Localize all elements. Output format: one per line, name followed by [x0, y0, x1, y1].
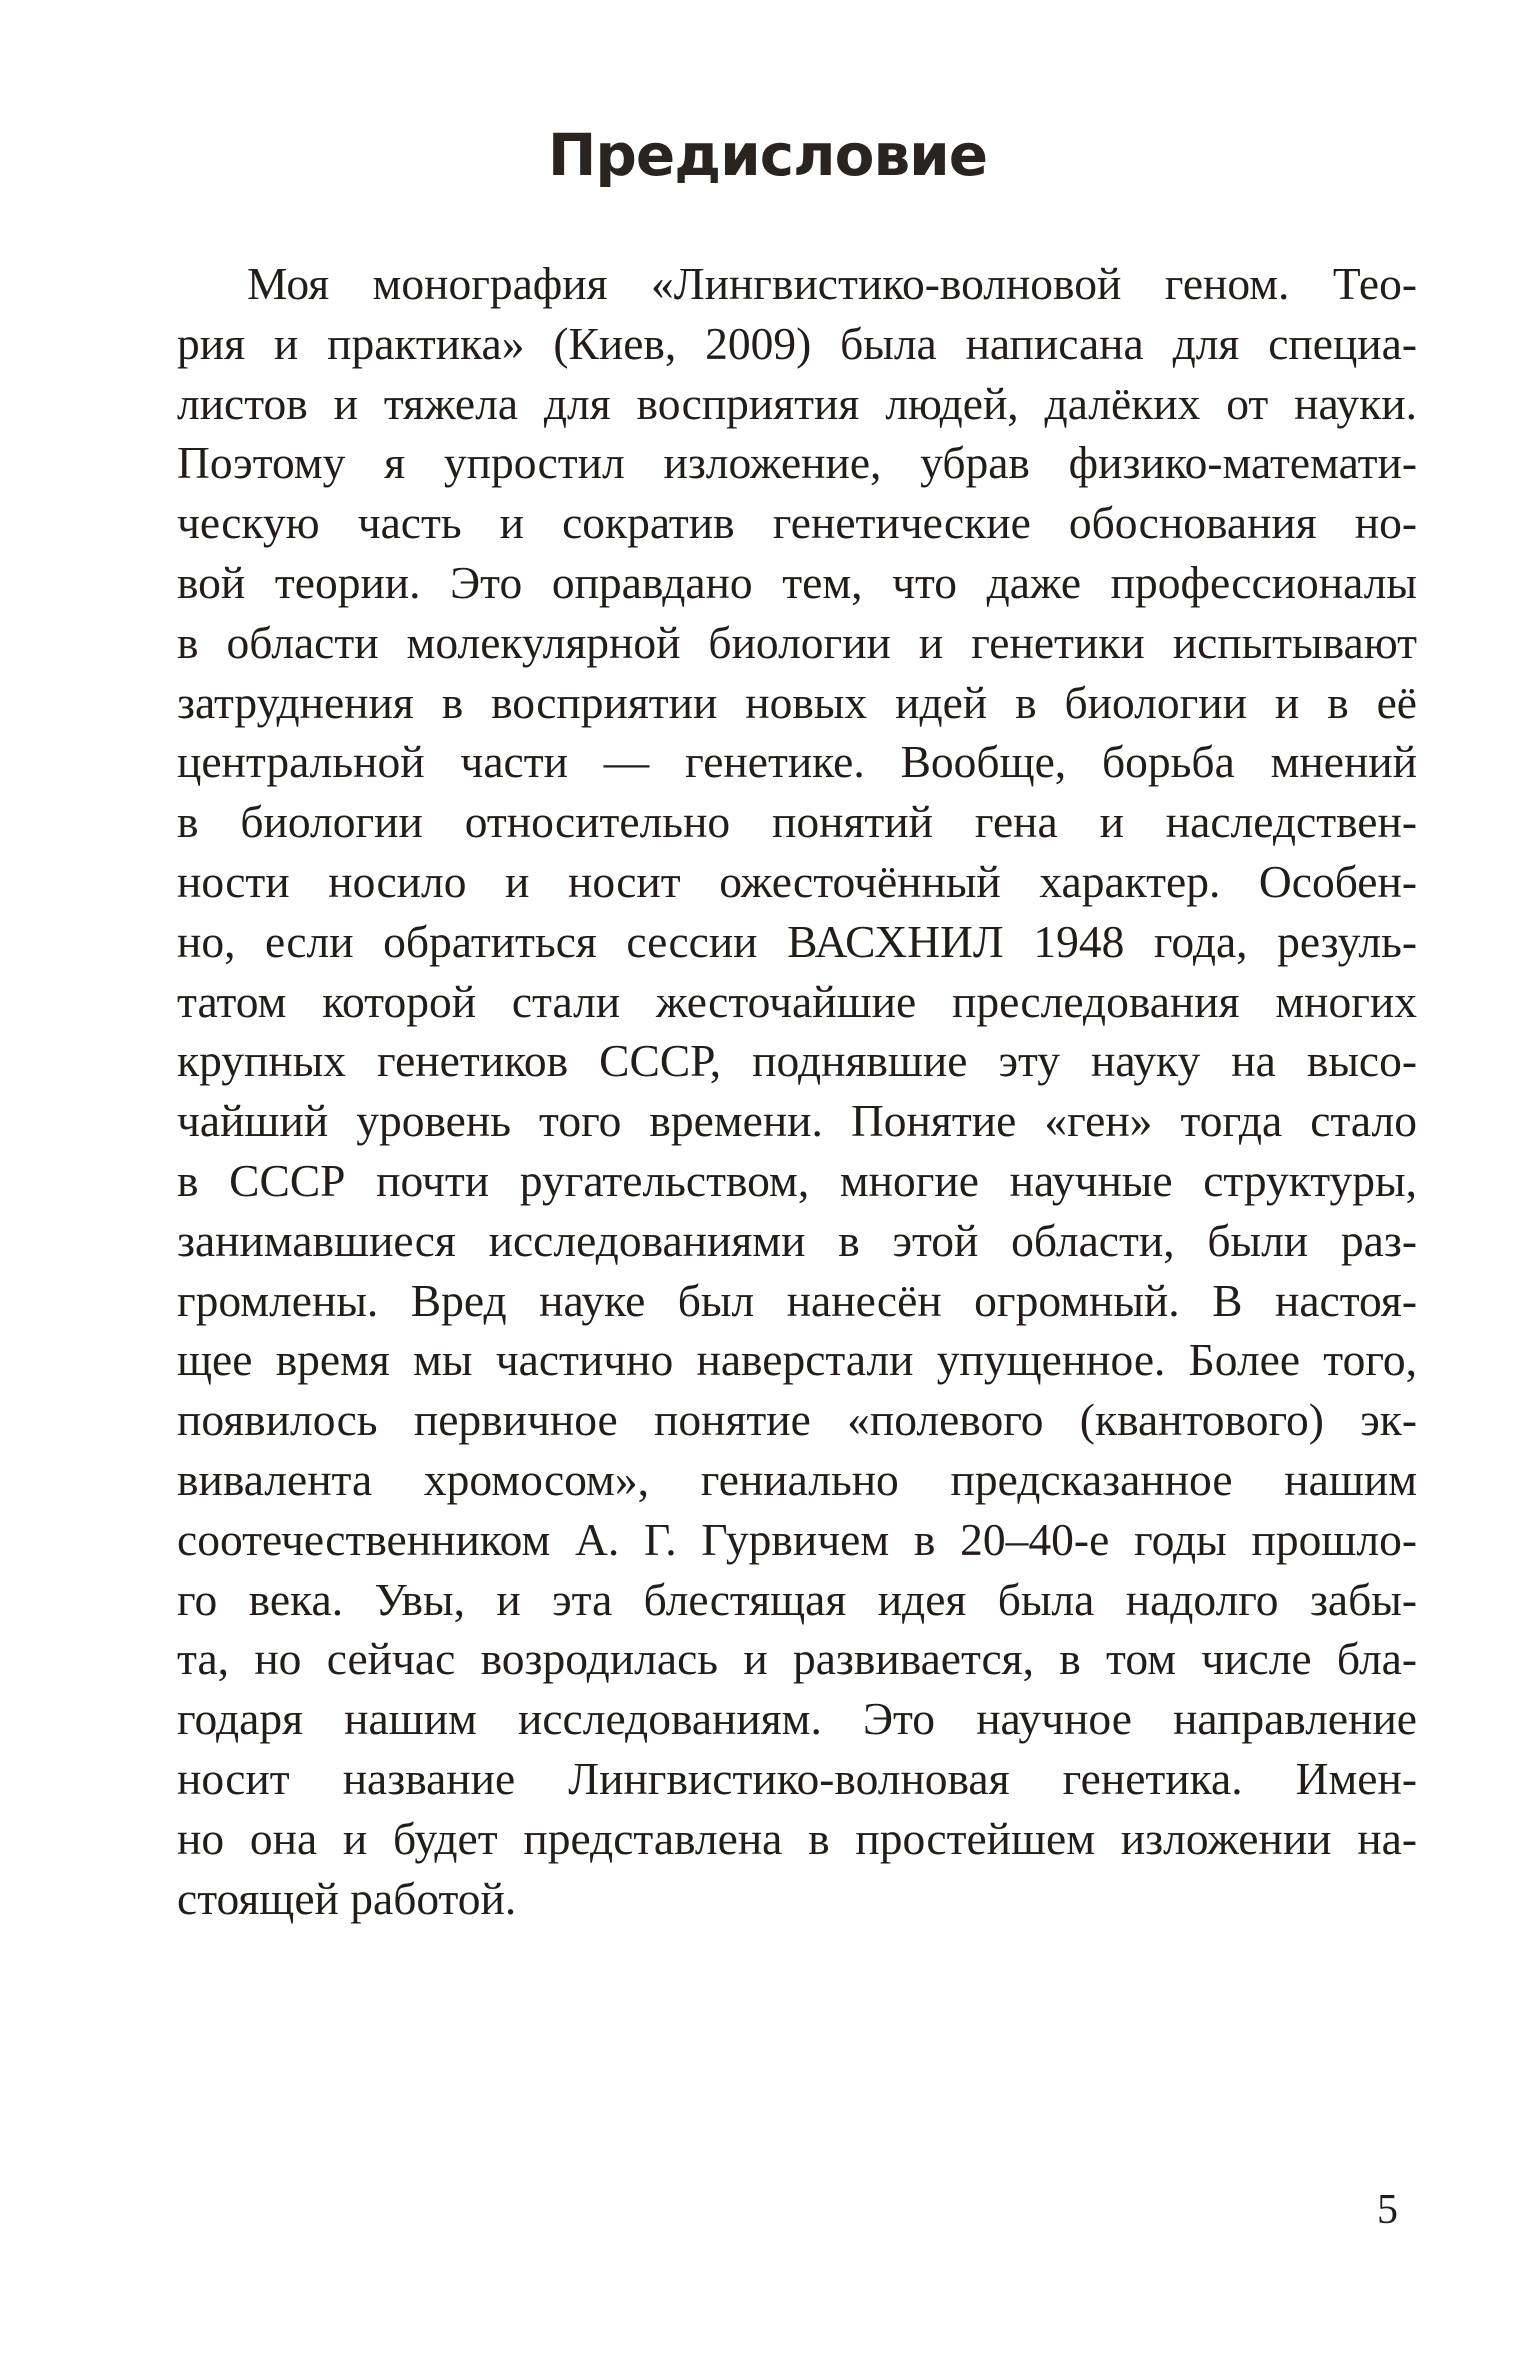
paragraph-line: вой теории. Это оправдано тем, что даже профессионалы [177, 556, 1417, 608]
paragraph-line: но, если обратиться сессии ВАСХНИЛ 1948 года, резуль- [177, 915, 1417, 967]
paragraph-line: но она и будет представлена в простейшем изложении на- [177, 1812, 1417, 1864]
paragraph-line: ческую часть и сократив генетические обоснования но- [177, 497, 1417, 549]
paragraph-line: появилось первичное понятие «полевого (квантового) эк- [177, 1394, 1417, 1446]
paragraph-line: крупных генетиков СССР, поднявшие эту науку на высо- [177, 1035, 1417, 1087]
paragraph-line: го века. Увы, и эта блестящая идея была надолго забы- [177, 1573, 1417, 1625]
paragraph-line: в биологии относительно понятий гена и наследствен- [177, 796, 1417, 848]
paragraph-line: в СССР почти ругательством, многие научные структуры, [177, 1154, 1417, 1206]
paragraph-line: соотечественником А. Г. Гурвичем в 20–40-е годы прошло- [177, 1513, 1417, 1565]
paragraph-line: татом которой стали жесточайшие преследования многих [177, 975, 1417, 1027]
paragraph-line: листов и тяжела для восприятия людей, далёких от науки. [177, 377, 1417, 429]
page-title: Предисловие [547, 121, 988, 189]
paragraph-line: щее время мы частично наверстали упущенное. Более того, [177, 1334, 1417, 1386]
paragraph-line: занимавшиеся исследованиями в этой области, были раз- [177, 1214, 1417, 1266]
paragraph-line: ности носило и носит ожесточённый характер. Особен- [177, 855, 1417, 907]
page-number: 5 [1377, 2187, 1398, 2233]
paragraph-line: Поэтому я упростил изложение, убрав физико-математи- [177, 437, 1417, 489]
paragraph-line: вивалента хромосом», гениально предсказанное нашим [177, 1453, 1417, 1505]
paragraph-line: затруднения в восприятии новых идей в биологии и в её [177, 676, 1417, 728]
paragraph-line: годаря нашим исследованиям. Это научное направление [177, 1693, 1417, 1745]
paragraph-line: носит название Лингвистико-волновая генетика. Имен- [177, 1752, 1417, 1804]
preface-paragraph [177, 254, 1417, 1928]
paragraph-line: чайший уровень того времени. Понятие «ген» тогда стало [177, 1095, 1417, 1147]
paragraph-line: Моя монография «Лингвистико-волновой геном. Тео- [247, 258, 1417, 309]
paragraph-line: в области молекулярной биологии и генетики испытывают [177, 616, 1417, 668]
paragraph-line: громлены. Вред науке был нанесён огромный. В настоя- [177, 1274, 1417, 1326]
paragraph-line: стоящей работой. [177, 1872, 517, 1924]
paragraph-line: та, но сейчас возродилась и развивается, в том числе бла- [177, 1633, 1417, 1685]
paragraph-line: рия и практика» (Киев, 2009) была написана для специа- [177, 317, 1417, 369]
paragraph-line: центральной части — генетике. Вообще, борьба мнений [177, 736, 1417, 788]
